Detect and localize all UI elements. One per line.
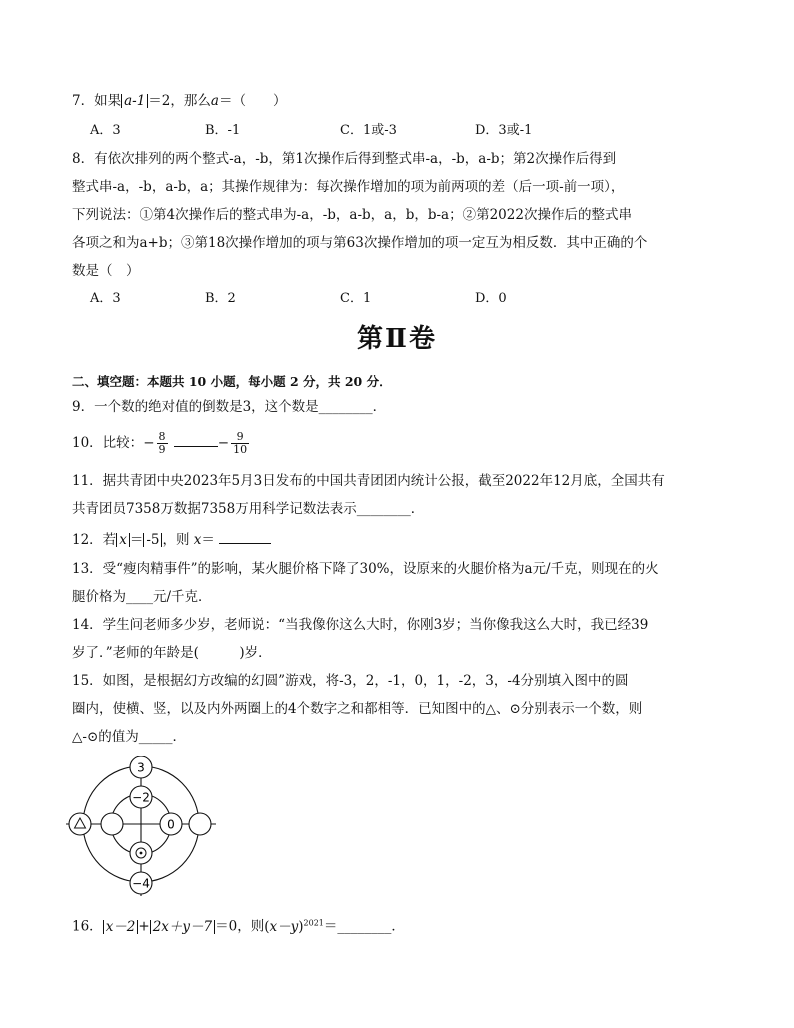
node-outer-left <box>69 813 91 835</box>
q12-abs-1: x <box>116 533 130 547</box>
q10-minus-1: − <box>143 435 155 451</box>
q7-option-a: A．3 <box>90 123 121 138</box>
q8-line-1: 8．有依次排列的两个整式-a，-b，第1次操作后得到整式串-a，-b，a-b；第2次操作后得到 <box>72 151 617 167</box>
q10-fraction-2: $\frac{9}{10}$ <box>233 430 248 456</box>
q15-line-3: △-⊙的值为_____． <box>72 729 187 745</box>
q8-line-5: 数是（ ） <box>72 263 140 279</box>
q12-abs-2: -5 <box>143 533 162 547</box>
q16-power: $(x-y)^{2021}$ <box>264 918 324 935</box>
section-header: 二、填空题：本题共 10 小题，每小题 2 分，共 20 分． <box>72 374 392 389</box>
q8-option-a: A．3 <box>90 291 121 306</box>
q7-var: a <box>210 93 219 109</box>
q12-eq: ＝ <box>201 532 215 548</box>
node-inner-right-label: 0 <box>167 817 175 832</box>
q12-tail: ，则 <box>162 532 190 548</box>
q10-fraction-1: $\frac{8}{9}$ <box>158 430 166 456</box>
q16-abs-1: x－2 <box>103 920 139 934</box>
q10-minus-2: − <box>217 435 230 451</box>
q13-line-1: 13．受“瘦肉精事件”的影响，某火腿价格下降了30%，设原来的火腿价格为a元/千克，则现在的火 <box>72 561 659 577</box>
q7-option-c: C．1或-3 <box>340 123 397 138</box>
node-outer-right <box>189 813 211 835</box>
q8-option-d: D．0 <box>475 291 507 306</box>
q7-prefix: 7．如果 <box>72 93 122 109</box>
q12-var: x <box>193 532 202 548</box>
q8-option-c: C．1 <box>340 291 372 306</box>
q8-line-4: 各项之和为a+b；③第18次操作增加的项与第63次操作增加的项一定互为相反数．其中正确的个 <box>72 235 648 251</box>
part-title: 第Ⅱ卷 <box>357 324 437 354</box>
question-10 <box>72 428 251 458</box>
node-inner-top-label: −2 <box>132 790 150 805</box>
q14-line-1: 14．学生问老师多少岁，老师说：“当我像你这么大时，你刚3岁；当你像我这么大时，我已经39 <box>72 617 649 633</box>
q13-line-2: 腿价格为____元/千克． <box>72 589 212 605</box>
q16-plus: + <box>138 918 150 935</box>
q11-line-1: 11．据共青团中央2023年5月3日发布的中国共青团团内统计公报，截至2022年12月底，全国共有 <box>72 473 665 489</box>
q15-line-1: 15．如图，是根据幻方改编的幻圆”游戏，将-3，2，-1，0，1，-2，3，-4分别填入图中的圆 <box>72 673 629 689</box>
q14-line-2: 岁了．”老师的年龄是( )岁． <box>72 645 272 661</box>
node-outer-top-label: 3 <box>137 760 145 775</box>
question-16 <box>72 912 405 938</box>
q8-line-2: 整式串-a，-b，a-b，a；其操作规律为：每次操作增加的项为前两项的差（后一项-前一项）， <box>72 179 625 195</box>
q7-tail: ＝（ ） <box>218 93 287 109</box>
question-9: 9．一个数的绝对值的倒数是3，这个数是________． <box>72 399 387 415</box>
q16-tail: ＝________． <box>323 918 405 935</box>
q8-line-3: 下列说法：①第4次操作后的整式串为-a，-b，a-b，a，b，b-a；②第2022次操作后的整式串 <box>72 207 632 223</box>
question-7 <box>72 92 286 110</box>
q12-prefix: 12．若 <box>72 532 117 548</box>
q7-cond: ＝2，那么 <box>148 93 211 109</box>
magic-circle-figure <box>66 756 216 896</box>
q16-prefix: 16． <box>72 918 103 935</box>
q7-option-b: B．-1 <box>205 123 241 138</box>
q12-blank <box>219 530 271 544</box>
q16-eq: ＝0，则 <box>215 918 265 935</box>
node-outer-bottom-label: −4 <box>132 876 150 891</box>
q10-blank <box>174 433 218 447</box>
question-12 <box>72 530 271 549</box>
q8-option-b: B．2 <box>205 291 236 306</box>
q16-abs-2: 2x＋y－7 <box>150 920 215 934</box>
q7-abs-expr: a-1 <box>121 94 148 108</box>
q15-line-2: 圈内，使横、竖，以及内外两圈上的4个数字之和都相等．已知图中的△、⊙分别表示一个数，则 <box>72 701 643 717</box>
q10-prefix: 10．比较： <box>72 435 144 451</box>
node-inner-left <box>101 813 123 835</box>
q7-option-d: D．3或-1 <box>475 123 533 138</box>
q11-line-2: 共青团员7358万数据7358万用科学记数法表示________． <box>72 501 425 517</box>
q12-mid: ＝ <box>129 532 144 548</box>
